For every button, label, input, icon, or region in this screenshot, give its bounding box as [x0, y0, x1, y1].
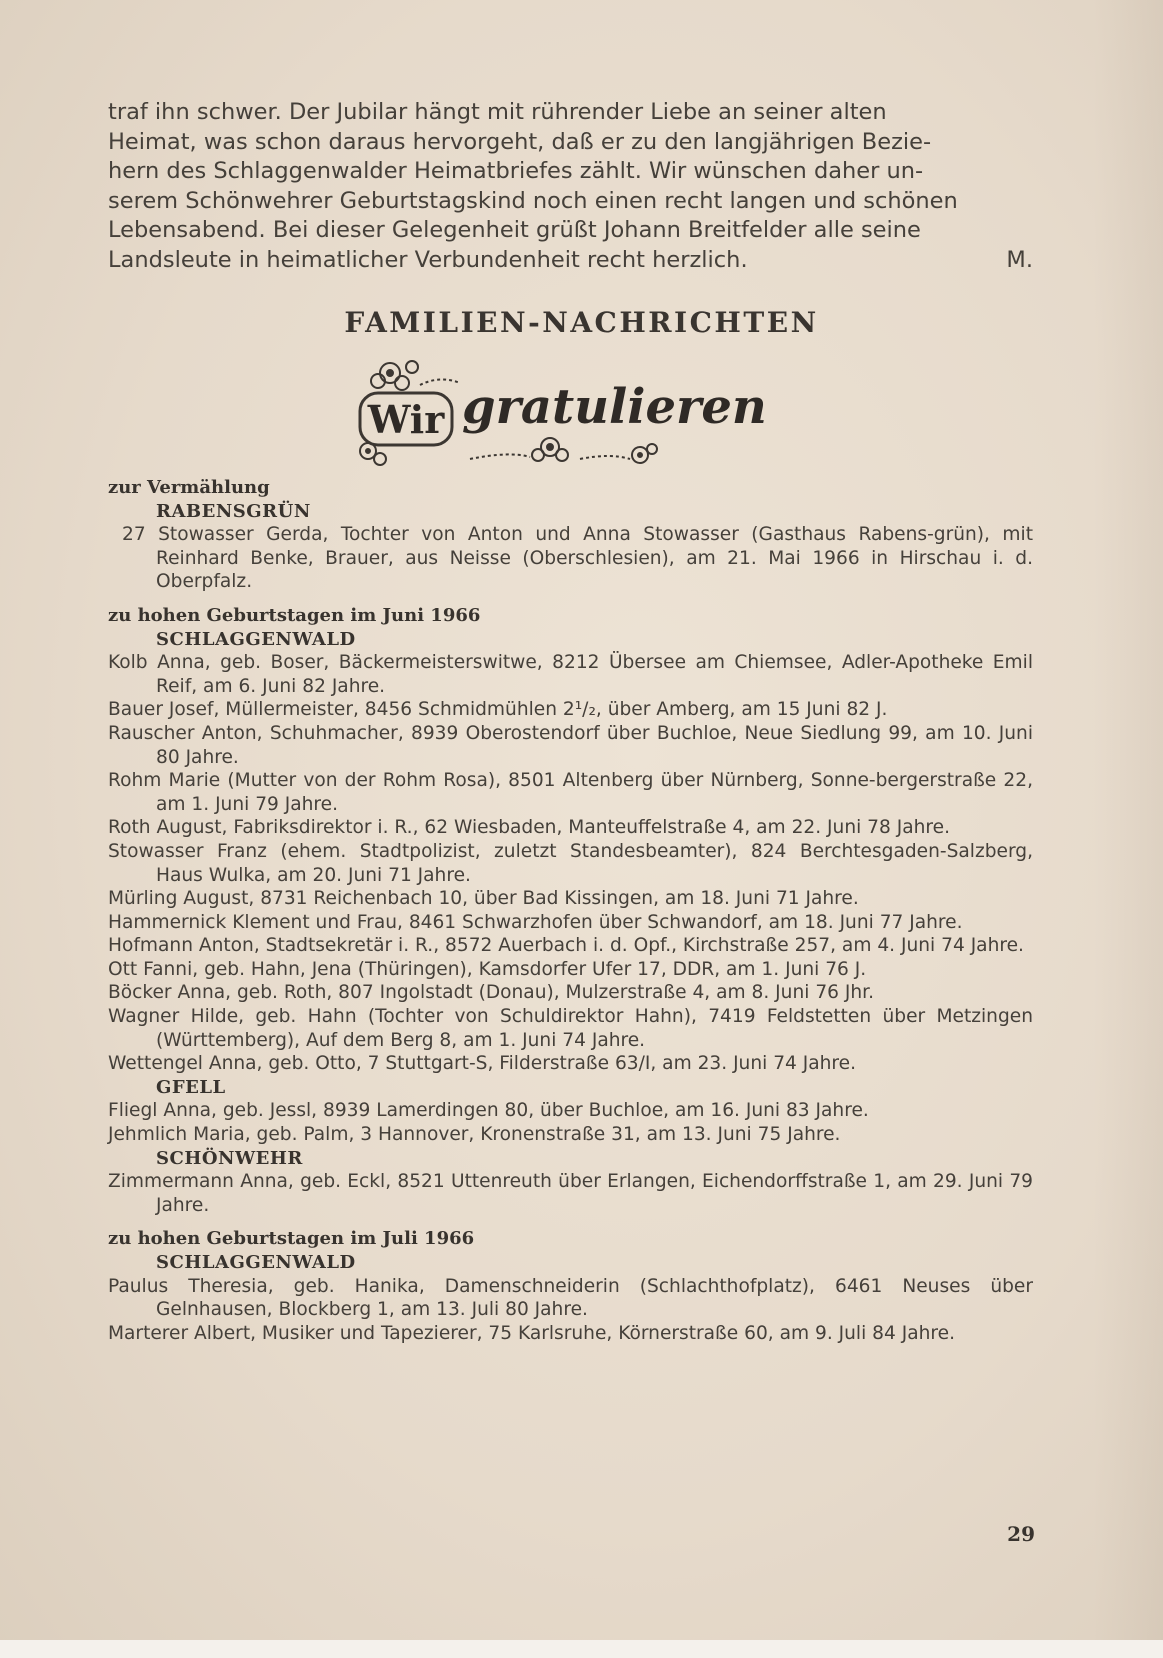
intro-line: hern des Schlaggenwalder Heimatbriefes zählt. Wir wünschen daher un- [108, 158, 924, 184]
signature: M. [1006, 246, 1033, 273]
wir-gratulieren-banner [350, 355, 770, 473]
list-item: Wagner Hilde, geb. Hahn (Tochter von Schuldirektor Hahn), 7419 Feldstetten über Metzingen (Württemberg), Auf dem Berg 8, am 1. Juni 74 Jahre. [108, 1006, 1033, 1051]
section-heading-wedding [108, 476, 1033, 500]
place-heading: RABENSGRÜN [156, 500, 311, 522]
place-heading: SCHLAGGENWALD [156, 1252, 356, 1273]
list-item: Zimmermann Anna, geb. Eckl, 8521 Uttenreuth über Erlangen, Eichendorffstraße 1, am 29. Juni 79 Jahre. [108, 1171, 1033, 1216]
banner-word-gratulieren: gratulieren [462, 379, 767, 435]
list-item: Bauer Josef, Müllermeister, 8456 Schmidmühlen 2¹/₂, über Amberg, am 15 Juni 82 J. [108, 699, 888, 721]
place-heading: SCHÖNWEHR [156, 1147, 303, 1169]
list-item: Rohm Marie (Mutter von der Rohm Rosa), 8501 Altenberg über Nürnberg, Sonne-bergerstraße 22, am 1. Juni 79 Jahre. [108, 770, 1033, 815]
list-item: Fliegl Anna, geb. Jessl, 8939 Lamerdingen 80, über Buchloe, am 16. Juni 83 Jahre. [108, 1100, 869, 1122]
entries-list [108, 476, 1033, 1345]
intro-line: Lebensabend. Bei dieser Gelegenheit grüßt Johann Breitfelder alle seine [108, 217, 921, 243]
intro-last-line [108, 246, 1033, 276]
section-heading-text: zur Vermählung [108, 477, 270, 498]
list-item: Hammernick Klement und Frau, 8461 Schwarzhofen über Schwandorf, am 18. Juni 77 Jahre. [108, 911, 963, 933]
intro-line: traf ihn schwer. Der Jubilar hängt mit rührender Liebe an seiner alten [108, 99, 887, 125]
page-bottom-edge [0, 1640, 1163, 1658]
intro-line: Heimat, was schon daraus hervorgeht, daß er zu den langjährigen Bezie- [108, 128, 932, 155]
list-item: Marterer Albert, Musiker und Tapezierer, 75 Karlsruhe, Körnerstraße 60, am 9. Juli 84 Jahre. [108, 1322, 955, 1344]
list-item: Wettengel Anna, geb. Otto, 7 Stuttgart-S, Filderstraße 63/I, am 23. Juni 74 Jahre. [108, 1053, 857, 1075]
intro-line: serem Schönwehrer Geburtstagskind noch einen recht langen und schönen [108, 187, 958, 214]
intro-paragraph [108, 98, 1033, 275]
list-item: Paulus Theresia, geb. Hanika, Damenschneiderin (Schlachthofplatz), 6461 Neuses über Gelnhausen, Blockberg 1, am 13. Juli 80 Jahre. [108, 1275, 1033, 1321]
intro-line: Landsleute in heimatlicher Verbundenheit recht herzlich. [108, 246, 748, 273]
section-heading-text: zu hohen Geburtstagen im Juli 1966 [108, 1228, 475, 1250]
list-item: Hofmann Anton, Stadtsekretär i. R., 8572 Auerbach i. d. Opf., Kirchstraße 257, am 4. Juni 74 Jahre. [108, 935, 1024, 957]
page-title: FAMILIEN-NACHRICHTEN [344, 306, 819, 339]
place-heading: SCHLAGGENWALD [156, 628, 356, 650]
section-heading-birthdays-june [108, 604, 1033, 628]
page-number: 29 [1007, 1522, 1035, 1546]
list-item: Kolb Anna, geb. Boser, Bäckermeisterswitwe, 8212 Übersee am Chiemsee, Adler-Apotheke Emil Reif, am 6. Juni 82 Jahre. [108, 652, 1033, 697]
list-item: Stowasser Franz (ehem. Stadtpolizist, zuletzt Standesbeamter), 824 Berchtesgaden-Salzberg, Haus Wulka, am 20. Juni 71 Jahre. [108, 840, 1033, 886]
list-item: Roth August, Fabriksdirektor i. R., 62 Wiesbaden, Manteuffelstraße 4, am 22. Juni 78 Jahre. [108, 817, 951, 839]
list-item: Böcker Anna, geb. Roth, 807 Ingolstadt (Donau), Mulzerstraße 4, am 8. Juni 76 Jhr. [108, 982, 875, 1004]
list-item: Rauscher Anton, Schuhmacher, 8939 Oberostendorf über Buchloe, Neue Siedlung 99, am 10. Juni 80 Jahre. [108, 722, 1033, 768]
list-item: Jehmlich Maria, geb. Palm, 3 Hannover, Kronenstraße 31, am 13. Juni 75 Jahre. [108, 1124, 841, 1146]
page-shadow [1093, 0, 1163, 1658]
place-heading: GFELL [156, 1076, 226, 1098]
section-heading-text: zu hohen Geburtstagen im Juni 1966 [108, 604, 481, 626]
list-item: 27 Stowasser Gerda, Tochter von Anton und Anna Stowasser (Gasthaus Rabens-grün), mit Reinhard Benke, Brauer, aus Neisse (Oberschlesien), am 21. Mai 1966 in Hirschau i. d. Oberpfalz. [122, 524, 1033, 593]
section-heading-birthdays-july [108, 1227, 1033, 1251]
list-item: Ott Fanni, geb. Hahn, Jena (Thüringen), Kamsdorfer Ufer 17, DDR, am 1. Juni 76 J. [108, 958, 867, 980]
banner-word-wir: Wir [367, 397, 445, 442]
list-item: Mürling August, 8731 Reichenbach 10, über Bad Kissingen, am 18. Juni 71 Jahre. [108, 888, 859, 910]
